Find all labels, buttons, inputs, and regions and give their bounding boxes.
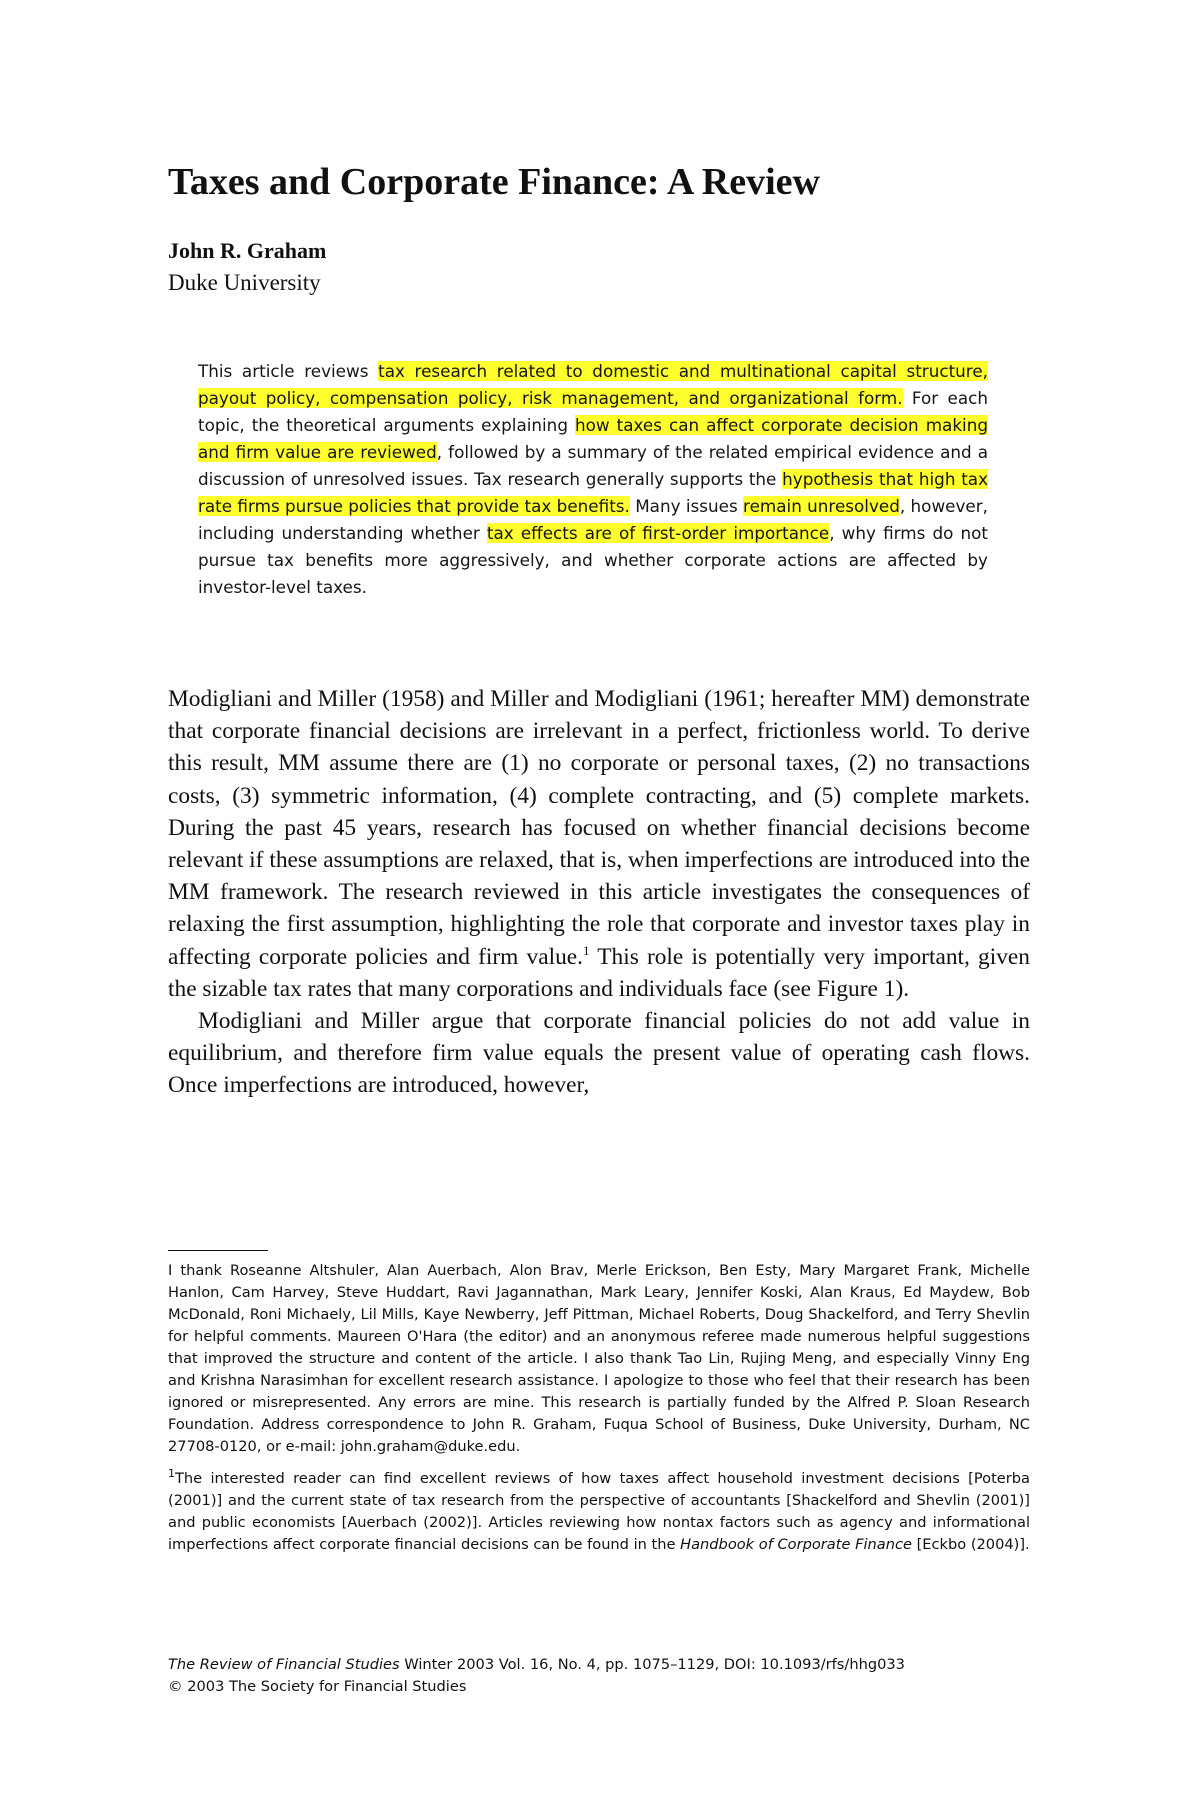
paper-title: Taxes and Corporate Finance: A Review (168, 161, 820, 203)
highlight: hypothesis that high tax rate firms pursue policies that provide tax benefits. (198, 469, 988, 516)
highlight: tax research related to domestic and multinational capital structure, payout policy, compensation policy, risk management, and organizational form. (198, 361, 988, 408)
abstract-text: , however, including understanding whether (198, 496, 988, 543)
highlight: tax effects are of first-order importance (486, 523, 830, 543)
abstract-text: This article reviews (198, 361, 379, 381)
footnote-1 (168, 1468, 1030, 1556)
abstract-text: For each topic, the theoretical arguments explaining (198, 388, 988, 435)
author-affiliation: Duke University (168, 270, 321, 295)
author-name: John R. Graham (168, 238, 327, 263)
abstract (198, 358, 988, 601)
footnote-ref: 1 (583, 942, 590, 958)
body-text (168, 683, 1030, 1102)
body-paragraph-1 (168, 683, 1030, 1005)
journal-info (168, 1654, 1030, 1698)
journal-citation (168, 1654, 1030, 1676)
footnote-text: [Eckbo (2004)]. (911, 1536, 1030, 1553)
paragraph-text: This role is potentially very important, given the sizable tax rates that many corporations and individuals face (see Figure 1). (168, 943, 1030, 1002)
citation-details: Winter 2003 Vol. 16, No. 4, pp. 1075–1129, DOI: 10.1093/rfs/hhg033 (399, 1656, 905, 1673)
footnotes (168, 1260, 1030, 1556)
abstract-text: , followed by a summary of the related empirical evidence and a discussion of unresolved issues. Tax research generally supports the (198, 442, 988, 489)
copyright-notice: © 2003 The Society for Financial Studies (168, 1678, 467, 1695)
body-paragraph-2: Modigliani and Miller argue that corporate financial policies do not add value in equilibrium, and therefore firm value equals the present value of operating cash flows. Once imperfections are introduced, however, (168, 1008, 1030, 1099)
handbook-title: Handbook of Corporate Finance (680, 1536, 912, 1553)
footnote-marker: 1 (168, 1467, 175, 1481)
highlight: how taxes can affect corporate decision making and firm value are reviewed (198, 415, 988, 462)
journal-name: The Review of Financial Studies (168, 1656, 400, 1673)
highlight: remain unresolved (743, 496, 900, 516)
acknowledgment-footnote: I thank Roseanne Altshuler, Alan Auerbach, Alon Brav, Merle Erickson, Ben Esty, Mary Margaret Frank, Michelle Hanlon, Cam Harvey, Steve Huddart, Ravi Jagannathan, Mark Leary, Jennifer Koski, Alan Kraus, Ed Maydew, Bob McDonald, Roni Michaely, Lil Mills, Kaye Newberry, Jeff Pittman, Michael Roberts, Doug Shackelford, and Terry Shevlin for helpful comments. Maureen O'Hara (the editor) and an anonymous referee made numerous helpful suggestions that improved the structure and content of the article. I also thank Tao Lin, Rujing Meng, and especially Vinny Eng and Krishna Narasimhan for excellent research assistance. I apologize to those who feel that their research has been ignored or misrepresented. Any errors are mine. This research is partially funded by the Alfred P. Sloan Research Foundation. Address correspondence to John R. Graham, Fuqua School of Business, Duke University, Durham, NC 27708-0120, or e-mail: john.graham@duke.edu. (168, 1262, 1030, 1455)
footnote-divider (168, 1250, 268, 1251)
abstract-text: , why firms do not pursue tax benefits more aggressively, and whether corporate actions are affected by investor-level taxes. (198, 523, 988, 597)
footnote-text: The interested reader can find excellent reviews of how taxes affect household investment decisions [Poterba (2001)] and the current state of tax research from the perspective of accountants [Shackelford and Shevlin (2001)] and public economists [Auerbach (2002)]. Articles reviewing how nontax factors such as agency and informational imperfections affect corporate financial decisions can be found in the (168, 1470, 1030, 1553)
abstract-text: Many issues (629, 496, 744, 516)
paragraph-text: Modigliani and Miller (1958) and Miller and Modigliani (1961; hereafter MM) demonstrate that corporate financial decisions are irrelevant in a perfect, frictionless world. To derive this result, MM assume there are (1) no corporate or personal taxes, (2) no transactions costs, (3) symmetric information, (4) complete contracting, and (5) complete markets. During the past 45 years, research has focused on whether financial decisions become relevant if these assumptions are relaxed, that is, when imperfections are introduced into the MM framework. The research reviewed in this article investigates the consequences of relaxing the first assumption, highlighting the role that corporate and investor taxes play in affecting corporate policies and firm value. (168, 686, 1030, 970)
